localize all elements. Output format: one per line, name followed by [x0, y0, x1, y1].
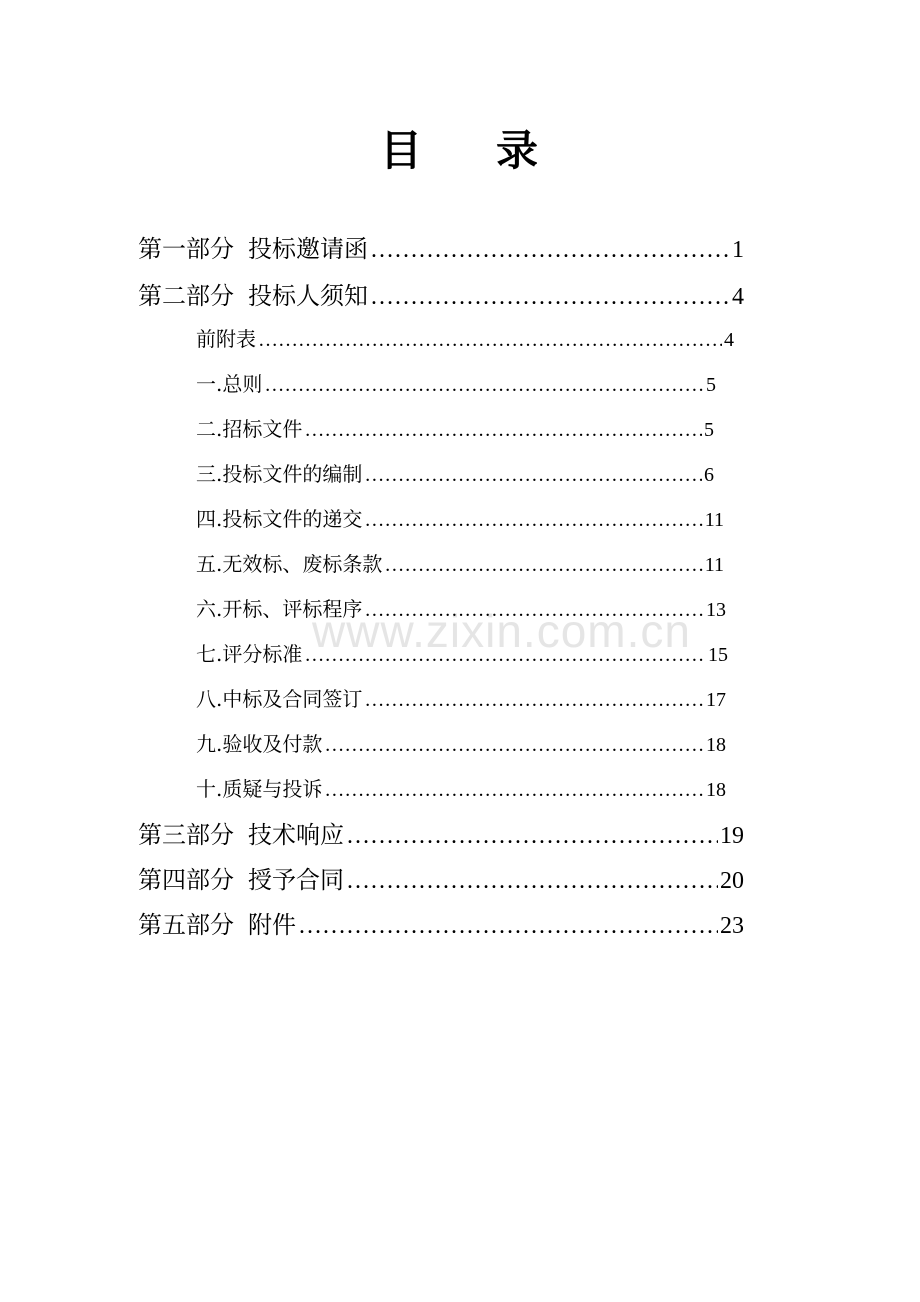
toc-entry-label: 四.投标文件的递交 — [196, 507, 363, 531]
toc-part-label: 第二部分 — [138, 282, 234, 310]
toc-entry-label: 八.中标及合同签订 — [196, 687, 363, 711]
toc-entry-invalid-bids[interactable] — [196, 548, 724, 577]
toc-part-label: 第四部分 — [138, 866, 234, 894]
toc-leader-dots — [384, 554, 702, 577]
toc-entry-label: 一.总则 — [196, 372, 263, 396]
toc-page-number: 18 — [706, 779, 726, 801]
toc-entry-front-table[interactable] — [196, 323, 734, 352]
title-char-1: 目 — [379, 126, 424, 175]
toc-entry-bid-preparation[interactable] — [196, 458, 714, 487]
toc-part-label: 第三部分 — [138, 821, 234, 849]
toc-page-number: 5 — [706, 374, 716, 396]
toc-entry-part5[interactable] — [138, 905, 744, 940]
toc-part-label: 第一部分 — [138, 235, 234, 263]
toc-entry-label: 九.验收及付款 — [196, 732, 323, 756]
toc-page-number: 13 — [706, 599, 726, 621]
toc-entry-label: 附件 — [248, 911, 296, 939]
toc-entry-label: 前附表 — [196, 327, 256, 351]
toc-leader-dots — [304, 644, 706, 667]
toc-part-label: 第五部分 — [138, 911, 234, 939]
toc-entry-tender-docs[interactable] — [196, 413, 714, 442]
toc-entry-scoring-criteria[interactable] — [196, 638, 728, 667]
toc-page-number: 11 — [704, 554, 724, 576]
watermark: www.zixin.com.cn — [312, 605, 691, 657]
page-title — [0, 118, 920, 178]
toc-entry-opening-evaluation[interactable] — [196, 593, 726, 622]
toc-page-number: 5 — [704, 419, 714, 441]
toc-entry-part1[interactable] — [138, 229, 744, 264]
toc-entry-part4[interactable] — [138, 860, 744, 895]
toc-leader-dots — [346, 868, 718, 895]
toc-leader-dots — [264, 374, 704, 397]
toc-entry-label: 十.质疑与投诉 — [196, 777, 323, 801]
toc-leader-dots — [364, 689, 704, 712]
toc-leader-dots — [304, 419, 702, 442]
toc-entry-bid-submission[interactable] — [196, 503, 724, 532]
toc-leader-dots — [370, 284, 730, 311]
toc-entry-label: 五.无效标、废标条款 — [196, 552, 383, 576]
toc-entry-label: 二.招标文件 — [196, 417, 303, 441]
toc-page-number: 17 — [706, 689, 726, 711]
toc-entry-label: 授予合同 — [248, 866, 344, 894]
toc-leader-dots — [298, 913, 718, 940]
toc-entry-label: 七.评分标准 — [196, 642, 303, 666]
toc-page-number: 11 — [704, 509, 724, 531]
toc-leader-dots — [364, 599, 704, 622]
toc-leader-dots — [324, 779, 704, 802]
toc-entry-label: 投标邀请函 — [248, 235, 368, 263]
toc-leader-dots — [258, 329, 722, 352]
toc-entry-general[interactable] — [196, 368, 716, 397]
toc-entry-part3[interactable] — [138, 815, 744, 850]
toc-page-number: 6 — [704, 464, 714, 486]
toc-leader-dots — [364, 464, 702, 487]
title-char-2: 录 — [496, 126, 541, 175]
toc-leader-dots — [324, 734, 704, 757]
toc-entry-label: 投标人须知 — [248, 282, 368, 310]
toc-leader-dots — [346, 823, 718, 850]
toc-page-number: 4 — [724, 329, 734, 351]
toc-entry-label: 三.投标文件的编制 — [196, 462, 363, 486]
toc-page-number: 23 — [720, 913, 744, 939]
toc-page-number: 20 — [720, 868, 744, 894]
toc-entry-label: 六.开标、评标程序 — [196, 597, 363, 621]
toc-entry-part2[interactable] — [138, 276, 744, 311]
toc-page-number: 15 — [708, 644, 728, 666]
toc-leader-dots — [370, 237, 730, 264]
toc-page-number: 4 — [732, 284, 744, 310]
toc-leader-dots — [364, 509, 702, 532]
toc-page-number: 18 — [706, 734, 726, 756]
toc-entry-acceptance-payment[interactable] — [196, 728, 726, 757]
toc-page-number: 1 — [732, 237, 744, 263]
toc-entry-award-contract[interactable] — [196, 683, 726, 712]
toc-entry-complaints[interactable] — [196, 773, 726, 802]
toc-page-number: 19 — [720, 823, 744, 849]
toc-entry-label: 技术响应 — [248, 821, 344, 849]
